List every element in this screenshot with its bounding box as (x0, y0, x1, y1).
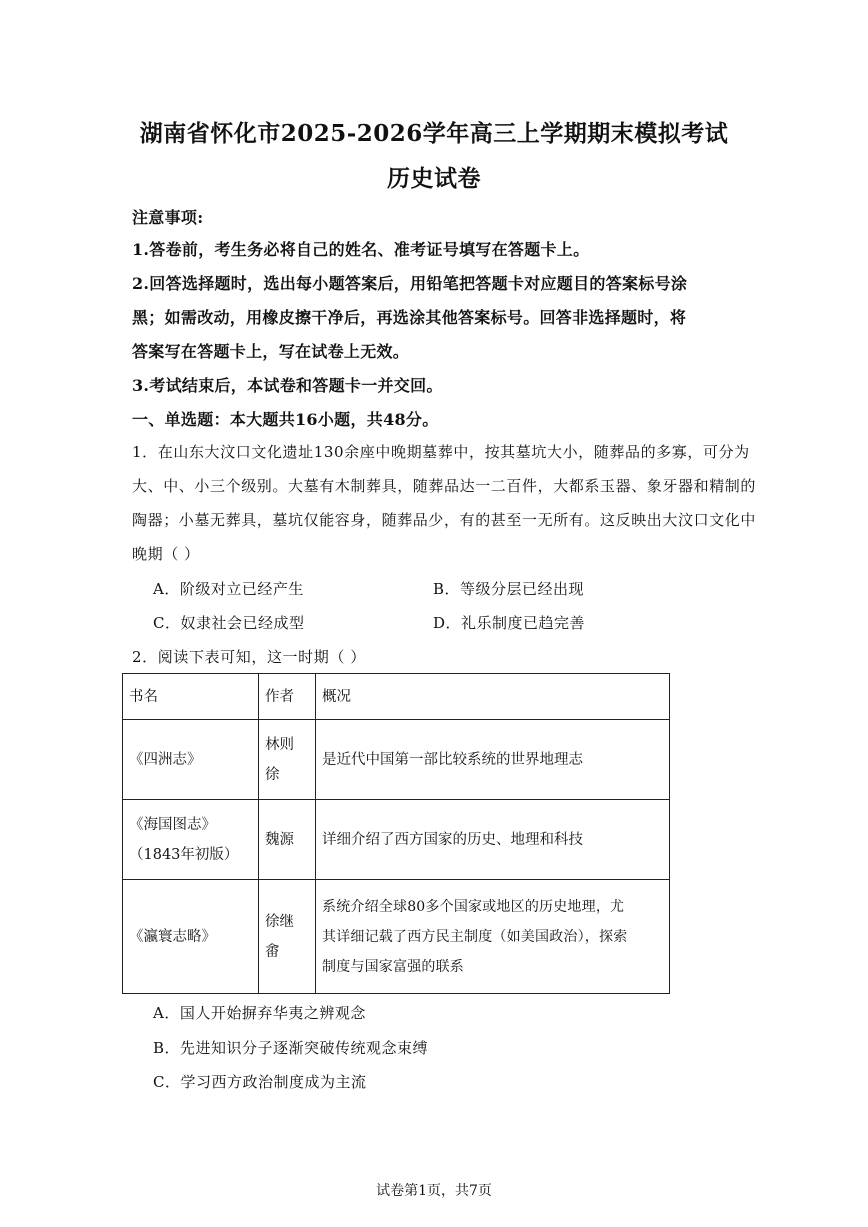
author-line: 畬 (265, 943, 280, 960)
q1-option-c: C．奴隶社会已经成型 (153, 614, 305, 632)
author-line: 徐继 (265, 913, 294, 930)
q1-stem-line4: 晚期（ ） (132, 545, 200, 563)
exam-subtitle: 历史试卷 (387, 165, 481, 192)
table-header-summary: 概况 (316, 674, 670, 720)
q1-option-d: D．礼乐制度已趋完善 (433, 614, 586, 632)
q2-option-c: C．学习西方政治制度成为主流 (153, 1073, 367, 1091)
q1-option-a: A．阶级对立已经产生 (153, 580, 304, 598)
page-footer: 试卷第1页，共7页 (376, 1183, 492, 1199)
table-cell-summary (316, 880, 670, 994)
author-line: 林则 (265, 736, 294, 753)
q1-option-b: B．等级分层已经出现 (433, 580, 585, 598)
table-header-book: 书名 (123, 674, 259, 720)
table-row (123, 720, 670, 800)
q2-stem: 2．阅读下表可知，这一时期（ ） (132, 648, 366, 666)
summary-line: 系统介绍全球80多个国家或地区的历史地理，尤 (322, 898, 625, 915)
table-cell-author: 魏源 (259, 800, 316, 880)
table-cell-author (259, 880, 316, 994)
notice-item-2-line3: 答案写在答题卡上，写在试卷上无效。 (132, 342, 410, 361)
notice-item-2-line2: 黑；如需改动，用橡皮擦干净后，再选涂其他答案标号。回答非选择题时，将 (132, 308, 687, 327)
table-header-author: 作者 (259, 674, 316, 720)
q1-stem-line3: 陶器；小墓无葬具，墓坑仅能容身，随葬品少，有的甚至一无所有。这反映出大汶口文化中 (132, 511, 757, 529)
notice-item-3: 3.考试结束后，本试卷和答题卡一并交回。 (132, 376, 443, 395)
q1-stem-line2: 大、中、小三个级别。大墓有木制葬具，随葬品达一二百件，大都系玉器、象牙器和精制的 (132, 477, 757, 495)
q2-table (122, 673, 670, 994)
table-cell-book: 《瀛寰志略》 (123, 880, 259, 994)
q2-option-b: B．先进知识分子逐渐突破传统观念束缚 (153, 1039, 429, 1057)
table-row (123, 800, 670, 880)
table-cell-summary: 详细介绍了西方国家的历史、地理和科技 (316, 800, 670, 880)
table-cell-book (123, 800, 259, 880)
q2-option-a: A．国人开始摒弃华夷之辨观念 (153, 1004, 366, 1022)
notice-heading: 注意事项: (132, 208, 204, 227)
table-cell-book: 《四洲志》 (123, 720, 259, 800)
table-row (123, 880, 670, 994)
summary-line: 制度与国家富强的联系 (322, 958, 464, 975)
table-cell-author (259, 720, 316, 800)
notice-item-1: 1.答卷前，考生务必将自己的姓名、准考证号填写在答题卡上。 (132, 240, 590, 259)
summary-line: 其详细记载了西方民主制度（如美国政治），探索 (322, 928, 628, 945)
notice-item-2-line1: 2.回答选择题时，选出每小题答案后，用铅笔把答题卡对应题目的答案标号涂 (132, 274, 688, 293)
table-cell-summary: 是近代中国第一部比较系统的世界地理志 (316, 720, 670, 800)
q1-stem-line1: 1．在山东大汶口文化遗址130余座中晚期墓葬中，按其墓坑大小，随葬品的多寡，可分为 (132, 443, 750, 461)
exam-title: 湖南省怀化市2025-2026学年高三上学期期末模拟考试 (139, 120, 729, 147)
book-line: 《海国图志》 (129, 816, 216, 833)
section-heading: 一、单选题：本大题共16小题，共48分。 (132, 410, 439, 429)
table-header-row (123, 674, 670, 720)
book-line: （1843年初版） (129, 846, 239, 863)
author-line: 徐 (265, 766, 280, 783)
